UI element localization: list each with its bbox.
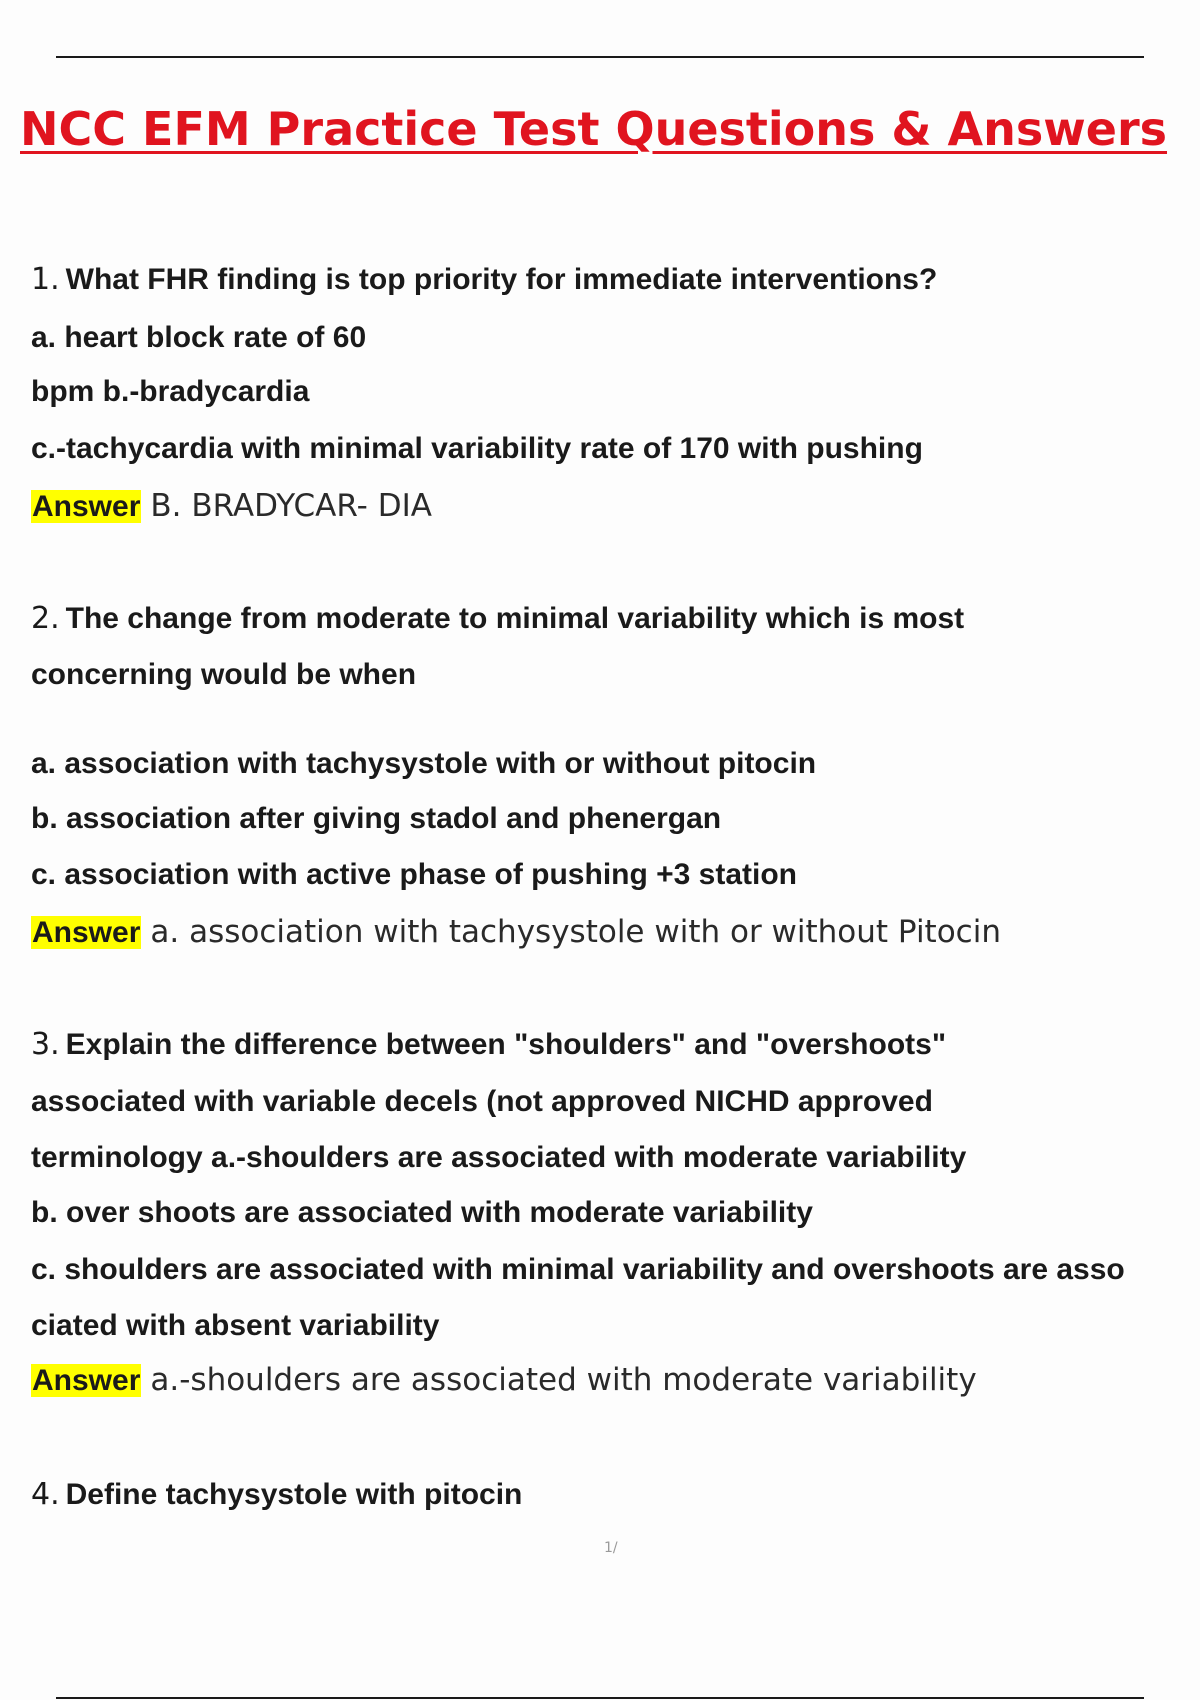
question-3-option-c: c. shoulders are associated with minimal variability and overshoots are asso	[31, 1253, 1125, 1286]
question-4-prompt	[31, 1477, 522, 1513]
question-1-option-c: c.-tachycardia with minimal variability rate of 170 with pushing	[31, 432, 923, 465]
question-4-number: 4.	[31, 1477, 60, 1512]
question-2-option-b: b. association after giving stadol and phenergan	[31, 802, 722, 835]
answer-label: Answer	[32, 916, 141, 949]
question-4-text: Define tachysystole with pitocin	[65, 1478, 523, 1511]
question-3-answer	[31, 1362, 977, 1399]
question-1-answer	[31, 488, 432, 525]
answer-label: Answer	[32, 1364, 141, 1397]
question-2-prompt-cont: concerning would be when	[31, 658, 417, 691]
question-1-option-b: bpm b.-bradycardia	[31, 375, 310, 408]
question-1-answer-text: B. BRADYCAR- DIA	[150, 488, 432, 524]
question-2-text: The change from moderate to minimal variability which is most	[65, 602, 965, 635]
top-rule	[56, 56, 1144, 58]
question-3-number: 3.	[31, 1027, 60, 1062]
bottom-rule	[56, 1697, 1144, 1699]
question-2-answer	[31, 914, 1001, 951]
question-2-answer-text: a. association with tachysystole with or without Pitocin	[150, 914, 1001, 950]
document-title: NCC EFM Practice Test Questions & Answers	[20, 102, 1168, 156]
answer-label: Answer	[32, 490, 141, 523]
question-3-answer-text: a.-shoulders are associated with moderate variability	[150, 1362, 977, 1398]
question-1-text: What FHR finding is top priority for immediate interventions?	[65, 263, 938, 296]
page-number: 1/	[604, 1540, 618, 1556]
question-1-number: 1.	[31, 262, 60, 297]
question-2-number: 2.	[31, 601, 60, 636]
question-1-option-a: a. heart block rate of 60	[31, 321, 367, 354]
question-3-prompt-cont-1: associated with variable decels (not approved NICHD approved	[31, 1085, 933, 1118]
question-2-option-a: a. association with tachysystole with or without pitocin	[31, 747, 817, 780]
question-1-prompt	[31, 262, 937, 298]
question-3-prompt-cont-2: terminology a.-shoulders are associated with moderate variability	[31, 1141, 967, 1174]
question-2-prompt	[31, 601, 964, 637]
question-3-text: Explain the difference between "shoulders" and "overshoots"	[65, 1028, 947, 1061]
question-3-option-c-cont: ciated with absent variability	[31, 1309, 440, 1342]
question-3-option-b: b. over shoots are associated with moderate variability	[31, 1196, 813, 1229]
question-2-option-c: c. association with active phase of pushing +3 station	[31, 858, 798, 891]
question-3-prompt	[31, 1027, 946, 1063]
